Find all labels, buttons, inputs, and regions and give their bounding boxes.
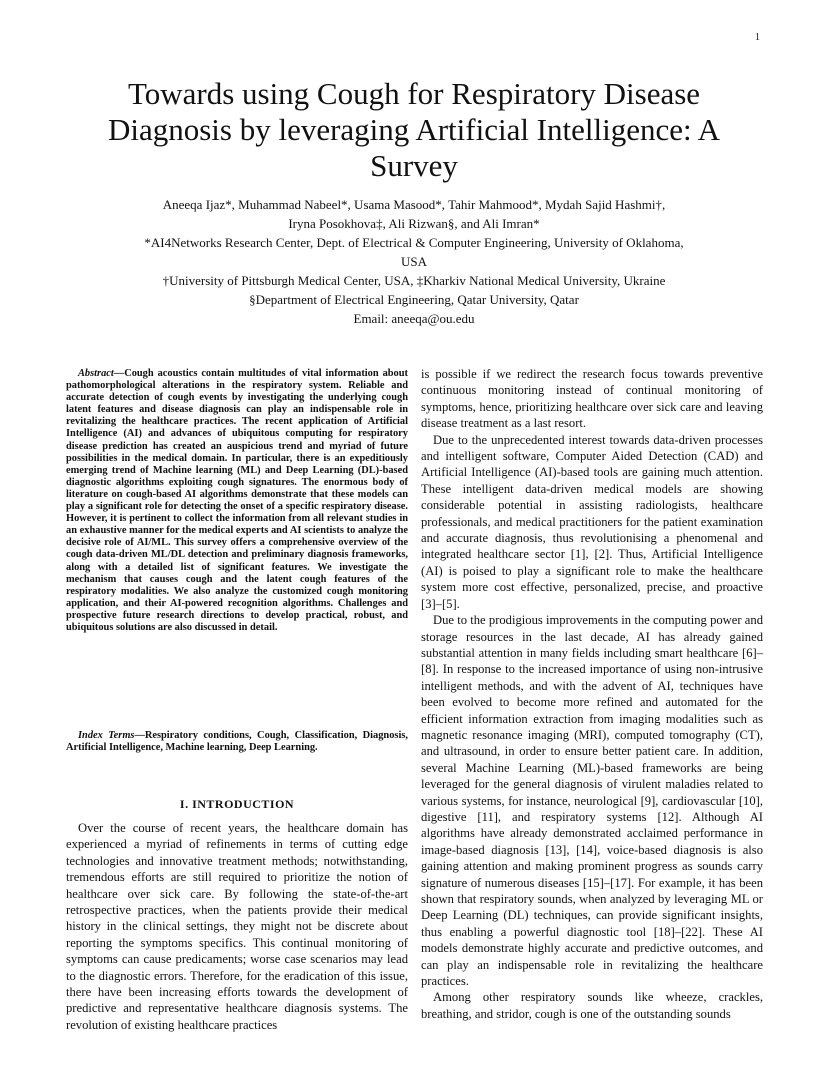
author-block: [90, 195, 738, 328]
right-paragraph-3: Among other respiratory sounds like wheeze, crackles, breathing, and stridor, cough is one of the outstanding sounds: [421, 990, 763, 1021]
right-column: [421, 366, 763, 1022]
affiliation-1: *AI4Networks Research Center, Dept. of Electrical & Computer Engineering, University of Oklahoma,: [144, 235, 684, 250]
affiliation-3: §Department of Electrical Engineering, Qatar University, Qatar: [249, 292, 579, 307]
author-line-1: Aneeqa Ijaz*, Muhammad Nabeel*, Usama Masood*, Tahir Mahmood*, Mydah Sajid Hashmi†,: [162, 197, 666, 212]
author-email: Email: aneeqa@ou.edu: [353, 311, 475, 326]
right-paragraph-1: Due to the unprecedented interest towards data-driven processes and intelligent software, Computer Aided Detection (CAD) and Artificial Intelligence (AI)-based tools are gaining much attention. These intelligent data-driven medical models are showing considerable potential in assisting radiologists, healthcare professionals, and medical practitioners for the patient examination and accurate diagnosis, thus revolutionising a phenomenal and integrated healthcare sector [1], [2]. Thus, Artificial Intelligence (AI) is poised to play a significant role to make the healthcare system more cost effective, personalized, precise, and proactive [3]–[5].: [421, 432, 763, 611]
paper-title: Towards using Cough for Respiratory Disease Diagnosis by leveraging Artificial Intelligence: A Survey: [107, 76, 721, 183]
right-paragraph-0: is possible if we redirect the research focus towards preventive continuous monitoring instead of continual monitoring of symptoms, hence, prioritizing healthcare over sick care and leaving disease treatment as a last resort.: [421, 367, 763, 431]
affiliation-2: †University of Pittsburgh Medical Center, USA, ‡Kharkiv National Medical University, Ukraine: [162, 273, 666, 288]
affiliation-1-cont: USA: [400, 254, 427, 269]
page-number: 1: [755, 32, 760, 43]
author-line-2: Iryna Posokhova‡, Ali Rizwan§, and Ali Imran*: [288, 216, 540, 231]
intro-paragraph-1: Over the course of recent years, the healthcare domain has experienced a myriad of refinements in terms of cutting edge technologies and innovative treatment methods; notwithstanding, tremendous efforts are still required to prioritize the notion of healthcare over sick care. By following the state-of-the-art retrospective practices, when the patients provide their medical history in the clinical settings, they might not be discrete about reporting the symptoms specifics. This continual monitoring of symptoms can cause predicaments; worse case scenarios may lead to the diagnostic errors. Therefore, for the eradication of this issue, there have been increasing efforts towards the development of predictive and representative healthcare diagnosis systems. The revolution of existing healthcare practices: [66, 821, 408, 1032]
right-paragraph-2: Due to the prodigious improvements in the computing power and storage resources in the last decade, AI has already gained substantial attention in many fields including smart healthcare [6]–[8]. In response to the increased importance of using non-intrusive intelligent methods, and with the advent of AI, techniques have been evolved to become more refined and automated for the efficient information extraction from imaging modalities such as magnetic resonance imaging (MRI), computed tomography (CT), and ultrasound, in order to ensure better patient care. In addition, several Machine Learning (ML)-based frameworks are being leveraged for the general diagnosis of virulent maladies related to various systems, for instance, neurological [9], cardiovascular [10], digestive [11], and respiratory systems [12]. Although AI algorithms have already demonstrated acclaimed performance in image-based diagnosis [13], [14], voice-based diagnosis is also gaining attention and making prominent progress as sounds carry signature of numerous diseases [15]–[17]. For example, it has been shown that respiratory sounds, when analyzed by leveraging ML or Deep Learning (DL) techniques, can provide significant insights, thus enabling a powerful diagnostic tool [18]–[22]. These AI models demonstrate highly accurate and predictive outcomes, and can play an indispensable role in revitalizing the healthcare practices.: [421, 613, 763, 989]
section-heading-introduction: I. INTRODUCTION: [179, 797, 295, 811]
index-terms-label: Index Terms: [78, 730, 135, 741]
abstract: [66, 368, 408, 634]
abstract-label: Abstract: [78, 368, 114, 379]
abstract-text: —Cough acoustics contain multitudes of vital information about pathomorphological alterations in the respiratory system. Reliable and accurate detection of cough events by investigating the underlying cough latent features and disease diagnosis can play an indispensable role in revitalizing the healthcare practices. The recent application of Artificial Intelligence (AI) and advances of ubiquitous computing for respiratory disease prediction has created an auspicious trend and myriad of future possibilities in the medical domain. In particular, there is an expeditiously emerging trend of Machine learning (ML) and Deep Learning (DL)-based diagnostic algorithms exploiting cough signatures. The enormous body of literature on cough-based AI algorithms demonstrate that these models can play a significant role for detecting the onset of a specific respiratory disease. However, it is pertinent to collect the information from all relevant studies in an exhaustive manner for the medical experts and AI scientists to analyze the decisive role of AI/ML. This survey offers a comprehensive overview of the cough data-driven ML/DL detection and preliminary diagnosis frameworks, along with a detailed list of significant features. We investigate the mechanism that causes cough and the latent cough features of the respiratory modalities. We also analyze the customized cough monitoring application, and their AI-powered recognition algorithms. Challenges and prospective future research directions to develop practical, robust, and ubiquitous solutions are also discussed in detail.: [66, 368, 408, 633]
index-terms: [66, 730, 408, 754]
index-terms-text: —Respiratory conditions, Cough, Classification, Diagnosis, Artificial Intelligence, Machine learning, Deep Learning.: [66, 730, 408, 754]
